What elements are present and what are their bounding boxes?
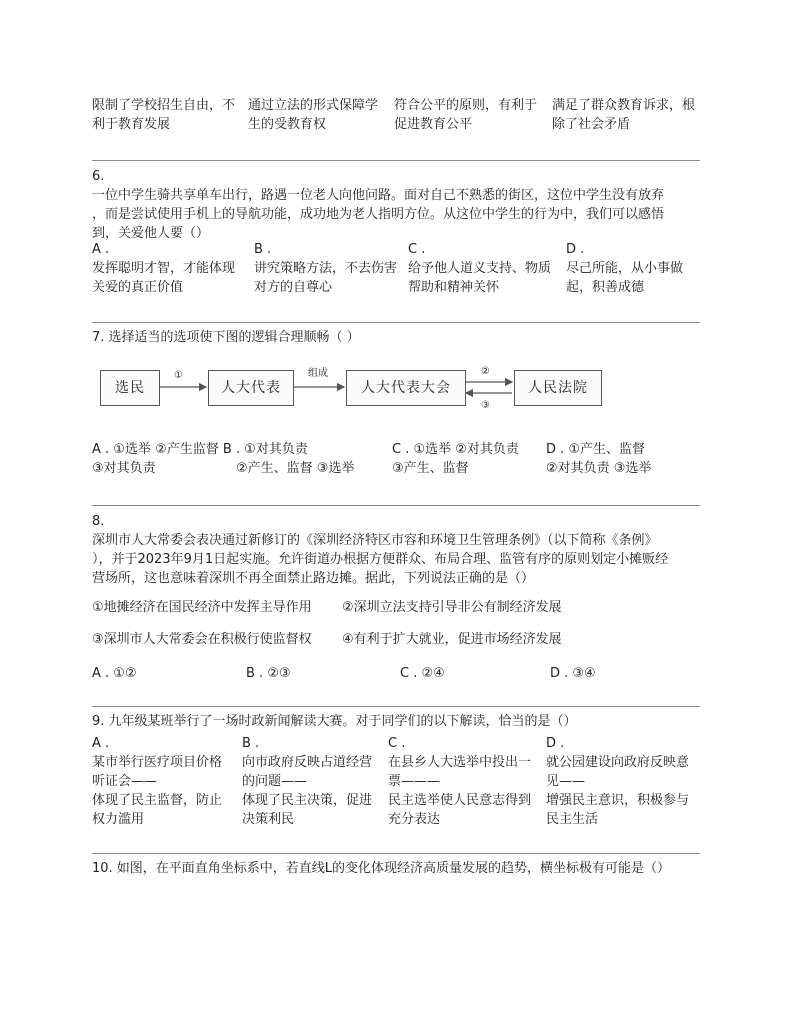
question-number: 6. [92,169,105,184]
divider [92,160,700,161]
q8-option-d[interactable]: D . ③④ [550,666,596,681]
q9-stem: 9. 九年级某班举行了一场时政新闻解读大赛。对于同学们的以下解读，恰当的是（） [92,714,577,729]
q8-stem: 8. 深圳市人大常委会表决通过新修订的《深圳经济特区市容和环境卫生管理条例》（以下简称《条例》 ），并于2023年9月1日起实施。允许街道办根据方便群众、布局合理、监管有序的原则划定小摊贩经 营场所，这也意味着深圳不再全面禁止路边摊。据此，下列说法正确的是（） [92,512,702,588]
question-number: 8. [92,514,105,529]
q9-option-d[interactable]: D . 就公园建设向政府反映意 见—— 增强民主意识，积极参与 民主生活 [546,736,690,827]
q9-option-a[interactable]: A . 某市举行医疗项目价格 听证会—— 体现了民主监督，防止 权力滥用 [92,736,223,827]
q7-option-ab[interactable]: A . ①选举 ②产生监督 B . ①对其负责 [92,442,308,457]
q9-option-c[interactable]: C . 在县乡人大选举中投出一 票——— 民主选举使人民意志得到 充分表达 [388,736,532,827]
diagram-box-court: 人民法院 [514,370,602,406]
q7-options: A . ①选举 ②产生监督 B . ①对其负责 C . ①选举 ②对其负责 D . ①产生、监督 ③对其负责 ②产生、监督 ③选举 ③产生、监督 ②对其负责 ③选举 [92,442,652,476]
q7-stem: 7. 选择适当的选项使下图的逻辑合理顺畅（ ） [92,330,360,345]
q5-option[interactable]: 通过立法的形式保障学 生的受教育权 [248,98,379,132]
arrow-label: ② [481,366,490,377]
q6-option-c[interactable]: C . 给予他人道义支持、物质 帮助和精神关怀 [408,242,552,295]
q8-option-c[interactable]: C . ②④ [400,666,445,681]
divider [92,853,700,854]
q6-option-a[interactable]: A . 发挥聪明才智，才能体现 关爱的真正价值 [92,242,236,295]
flow-diagram [100,362,600,422]
q6-stem: 6. 一位中学生骑共享单车出行，路遇一位老人向他问路。面对自己不熟悉的街区，这位中学生没有放弃 ，而是尝试使用手机上的导航功能，成功地为老人指明方位。从这位中学生的行为中，我们可以感悟 到，关爱他人要（） [92,167,702,243]
q8-statement: ③深圳市人大常委会在积极行使监督权 [92,632,312,647]
q6-option-b[interactable]: B . 讲究策略方法，不去伤害 对方的自尊心 [254,242,398,295]
arrow-label: ③ [481,400,490,411]
q9-options [92,734,704,829]
arrow-label: 组成 [308,368,328,379]
diagram-box-voters: 选民 [100,370,160,406]
divider [92,505,700,506]
divider [92,706,700,707]
q8-statement: ①地摊经济在国民经济中发挥主导作用 [92,600,312,615]
q6-option-d[interactable]: D . 尽己所能，从小事做 起，积善成德 [566,242,684,295]
divider [92,322,700,323]
diagram-box-deputies: 人大代表 [208,370,294,406]
q5-option[interactable]: 满足了群众教育诉求，根 除了社会矛盾 [552,98,696,132]
q6-options [92,240,704,297]
q8-statement: ②深圳立法支持引导非公有制经济发展 [342,600,562,615]
q8-option-b[interactable]: B . ②③ [246,666,291,681]
q9-option-b[interactable]: B . 向市政府反映占道经营 的问题—— 体现了民主决策，促进 决策利民 [242,736,373,827]
q7-option-d[interactable]: D . ①产生、监督 [546,442,646,457]
q7-option-c[interactable]: C . ①选举 ②对其负责 [392,442,519,457]
diagram-box-congress: 人大代表大会 [346,370,466,406]
q5-option[interactable]: 符合公平的原则，有利于 促进教育公平 [394,98,538,132]
q10-stem: 10. 如图，在平面直角坐标系中，若直线L的变化体现经济高质量发展的趋势，横坐标极有可能是（） [92,861,671,876]
q5-options [92,96,704,134]
arrow-label: ① [174,370,183,381]
q8-statement: ④有利于扩大就业，促进市场经济发展 [342,632,562,647]
q8-option-a[interactable]: A . ①② [92,666,137,681]
q5-option[interactable]: 限制了学校招生自由，不 利于教育发展 [92,98,236,132]
